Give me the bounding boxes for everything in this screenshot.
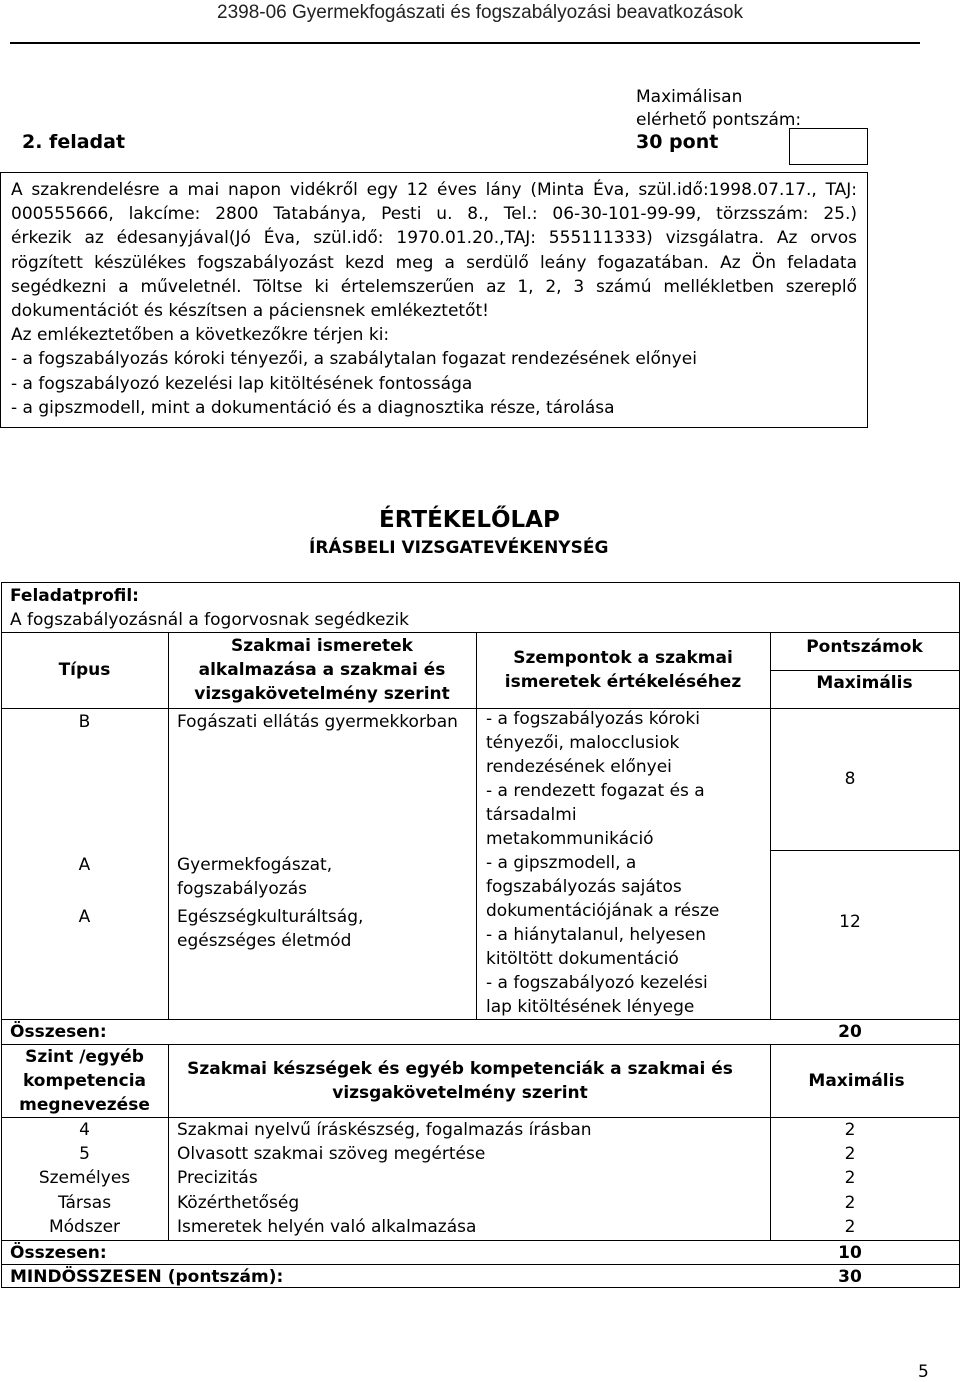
criteria-block-1	[486, 707, 705, 851]
task-line: rögzített készülékes fogszabályozást kezd meg a serdülő leány fogazatában. Az Ön feladata	[11, 252, 857, 273]
sum2-label: Összesen:	[10, 1243, 107, 1263]
row-type: B	[78, 712, 91, 732]
criteria-line: fogszabályozás sajátos	[486, 877, 682, 897]
points-value: 8	[844, 769, 856, 789]
col-header-type: Típus	[58, 660, 111, 680]
criteria-line: metakommunikáció	[486, 829, 654, 849]
criteria-line: rendezésének előnyei	[486, 757, 672, 777]
task-line: dokumentációt és készítsen a páciensnek emlékeztetőt!	[11, 301, 489, 322]
skill-level: 4	[79, 1120, 90, 1140]
task-line: érkezik az édesanyjával(Jó Éva, szül.idő: 1970.01.20.,TAJ: 555111333) vizsgálatra. Az orvos	[11, 228, 857, 249]
row-knowledge-line: fogszabályozás	[177, 879, 307, 899]
table-divider	[1, 632, 959, 633]
skill-name: Olvasott szakmai szöveg megértése	[177, 1144, 486, 1164]
criteria-line: - a hiánytalanul, helyesen	[486, 925, 706, 945]
criteria-line: lap kitöltésének lényege	[486, 997, 695, 1017]
skill-name: Közérthetőség	[177, 1193, 300, 1213]
skill-points: 2	[844, 1193, 856, 1213]
skills-header-level-line: Szint /egyéb	[25, 1047, 144, 1067]
skill-points: 2	[844, 1120, 856, 1140]
profile-label: Feladatprofil:	[10, 586, 139, 606]
task-line: segédkezni a műveletnél. Töltse ki értelemszerűen az 1, 2, 3 számú mellékletben szereplő	[11, 276, 857, 297]
eval-title: ÉRTÉKELŐLAP	[379, 507, 560, 533]
row-knowledge	[177, 853, 332, 901]
col-header-max: Maximális	[816, 673, 913, 693]
skill-level: 5	[79, 1144, 90, 1164]
task-line: 000555666, lakcíme: 2800 Tatabánya, Pesti u. 8., Tel.: 06-30-101-99-99, törzsszám: 25.)	[11, 204, 857, 225]
row-knowledge-line: Gyermekfogászat,	[177, 855, 333, 875]
table-divider	[1, 708, 959, 709]
total-value: 30	[838, 1267, 862, 1287]
row-type: A	[78, 907, 91, 927]
profile-text: A fogszabályozásnál a fogorvosnak segédkezik	[10, 610, 410, 630]
col-header-knowledge-line: Szakmai ismeretek	[231, 636, 413, 656]
col-header-knowledge-line: alkalmazása a szakmai és	[198, 660, 446, 680]
row-knowledge: Fogászati ellátás gyermekkorban	[177, 712, 458, 732]
skills-header-level-line: kompetencia	[22, 1071, 147, 1091]
sum1-label: Összesen:	[10, 1022, 107, 1042]
header-divider	[10, 42, 920, 44]
skills-header-level-line: megnevezése	[19, 1095, 150, 1115]
task-line: Az emlékeztetőben a következőkre térjen ki:	[11, 325, 390, 346]
page-number: 5	[918, 1362, 929, 1382]
row-knowledge	[177, 905, 363, 953]
task-line: - a fogszabályozó kezelési lap kitöltésének fontossága	[11, 373, 473, 394]
score-box[interactable]	[789, 128, 868, 165]
skills-header-skills-line: vizsgakövetelmény szerint	[332, 1083, 588, 1103]
points-value: 12	[839, 912, 861, 932]
skills-header-level	[1, 1045, 168, 1117]
row-knowledge-line: egészséges életmód	[177, 931, 352, 951]
criteria-line: dokumentációjának a része	[486, 901, 720, 921]
task-line: - a fogszabályozás kóroki tényezői, a szabálytalan fogazat rendezésének előnyei	[11, 349, 697, 370]
skill-level: Módszer	[48, 1217, 121, 1237]
criteria-line: társadalmi	[486, 805, 577, 825]
skills-header-skills	[168, 1057, 752, 1105]
criteria-line: - a gipszmodell, a	[486, 853, 637, 873]
col-header-knowledge	[168, 634, 476, 706]
skill-level: Társas	[57, 1193, 112, 1213]
max-points-value: 30 pont	[636, 131, 719, 153]
sum1-value: 20	[838, 1022, 862, 1042]
col-header-criteria-line: ismeretek értékeléséhez	[504, 672, 742, 692]
skill-points: 2	[844, 1168, 856, 1188]
table-divider	[770, 850, 959, 851]
row-type: A	[78, 855, 91, 875]
skills-header-skills-line: Szakmai készségek és egyéb kompetenciák a szakmai és	[187, 1059, 733, 1079]
max-points-label: Maximálisan elérhető pontszám:	[636, 87, 802, 130]
col-header-criteria	[476, 646, 770, 694]
sum2-value: 10	[838, 1243, 862, 1263]
skill-points: 2	[844, 1144, 856, 1164]
skill-name: Ismeretek helyén való alkalmazása	[177, 1217, 477, 1237]
task-line: A szakrendelésre a mai napon vidékről egy 12 éves lány (Minta Éva, szül.idő:1998.07.17., TAJ:	[11, 180, 857, 200]
total-label: MINDÖSSZESEN (pontszám):	[10, 1267, 284, 1287]
col-header-knowledge-line: vizsgakövetelmény szerint	[194, 684, 450, 704]
task-line: - a gipszmodell, mint a dokumentáció és a diagnosztika része, tárolása	[11, 397, 615, 418]
col-header-points: Pontszámok	[806, 637, 923, 657]
skills-header-max: Maximális	[808, 1071, 905, 1091]
task-description-box	[0, 172, 868, 428]
criteria-line: - a fogszabályozó kezelési	[486, 973, 708, 993]
row-knowledge-line: Egészségkulturáltság,	[177, 907, 364, 927]
criteria-line: tényezői, malocclusiok	[486, 733, 680, 753]
criteria-block-2	[486, 851, 719, 1019]
criteria-line: - a rendezett fogazat és a	[486, 781, 705, 801]
task-label: 2. feladat	[22, 131, 126, 153]
skill-points: 2	[844, 1217, 856, 1237]
eval-subtitle: ÍRÁSBELI VIZSGATEVÉKENYSÉG	[309, 538, 609, 558]
criteria-line: - a fogszabályozás kóroki	[486, 709, 700, 729]
skill-name: Szakmai nyelvű íráskészség, fogalmazás írásban	[177, 1120, 592, 1140]
skill-name: Precizitás	[177, 1168, 258, 1188]
document-header: 2398-06 Gyermekfogászati és fogszabályozási beavatkozások	[217, 2, 743, 23]
skill-level: Személyes	[38, 1168, 131, 1188]
criteria-line: kitöltött dokumentáció	[486, 949, 679, 969]
col-header-criteria-line: Szempontok a szakmai	[513, 648, 733, 668]
